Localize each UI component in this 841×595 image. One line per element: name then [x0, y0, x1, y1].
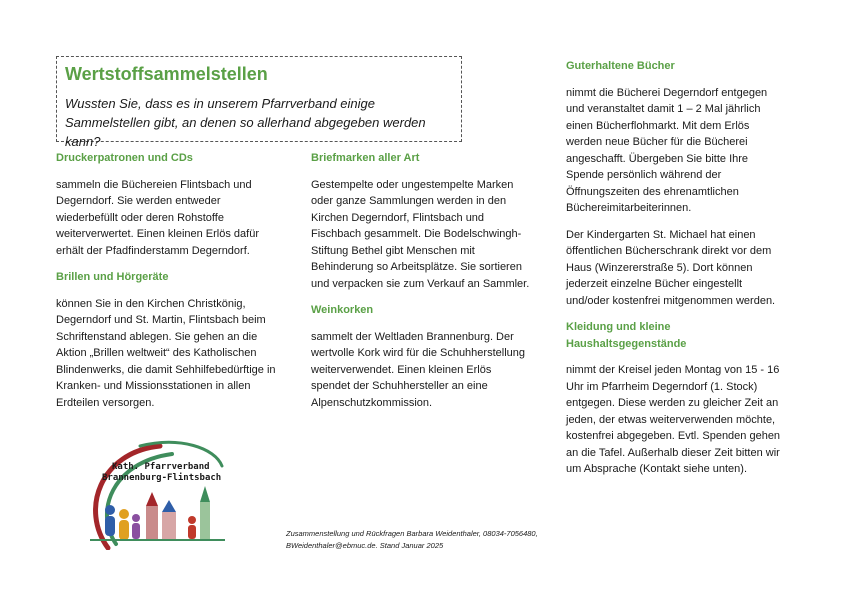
- section-text-buecherschrank: Der Kindergarten St. Michael hat einen öffentlichen Bücherschrank direkt vor dem Haus (Winzererstraße 5). Dort können jederzeit einzelne Bücher eingestellt und/oder kostenfrei mitgenommen werden.: [566, 228, 776, 307]
- section-text-buecher: nimmt die Bücherei Degerndorf entgegen und veranstaltet damit 1 – 2 Mal jährlich einen Bücherflohmarkt. Mit dem Erlös werden neue Bücher für die Bücherei angeschafft. Übergeben Sie bitte Ihre Spende persönlich während der Öffnungszeiten des ehrenamtlichen Büchereimitarbeiterinnen.: [566, 86, 768, 214]
- column-middle: [311, 150, 533, 421]
- section-text-kleidung: nimmt der Kreisel jeden Montag von 15 - 16 Uhr im Pfarrheim Degerndorf (1. Stock) entgegen. Diese werden zu gleicher Zeit an jeden, der etwas weiterverwenden möchte, kostenfrei abgegeben. Evtl. Spenden gehen an die Tafel. Außerhalb dieser Zeit bitten wir um Absprache (Kontakt siehe unten).: [566, 364, 781, 475]
- pfarrverband-logo: [80, 440, 230, 550]
- section-text-brillen: können Sie in den Kirchen Christkönig, Degerndorf und St. Martin, Flintsbach beim Schriftenstand ablegen. Sie gehen an die Aktion „Brillen weltweit“ des Katholischen Blindenwerks, die damit Sehhilfebedürftige in Kranken- und Missionsstationen in allen Erdteilen versorgen.: [56, 297, 276, 409]
- section-heading-druckerpatronen: Druckerpatronen und CDs: [56, 152, 193, 164]
- section-text-druckerpatronen: sammeln die Büchereien Flintsbach und Degerndorf. Sie werden entweder wiederbefüllt oder deren Rohstoffe weiterverwertet. Einen kleinen Erlös dafür erhält der Pfadfinderstamm Degerndorf.: [56, 178, 259, 257]
- column-right: [566, 58, 788, 488]
- section-heading-weinkorken: Weinkorken: [311, 304, 374, 316]
- logo-line1: Kath. Pfarrverband: [112, 462, 210, 472]
- intro-box: [56, 56, 462, 149]
- footer-line1: Zusammenstellung und Rückfragen Barbara Weidenthaler, 08034-7056480,: [286, 529, 538, 538]
- footer: [286, 528, 586, 552]
- column-left: [56, 150, 278, 421]
- logo-graphic: [80, 440, 230, 550]
- section-heading-briefmarken: Briefmarken aller Art: [311, 152, 420, 164]
- section-heading-kleidung: Kleidung und kleine Haushaltsgegenstände: [566, 321, 687, 350]
- intro-text: Wussten Sie, dass es in unserem Pfarrverband einige Sammelstellen gibt, an denen so allerhand abgegeben werden kann?: [65, 96, 426, 149]
- footer-line2: BWeidenthaler@ebmuc.de. Stand Januar 2025: [286, 541, 444, 550]
- section-heading-brillen: Brillen und Hörgeräte: [56, 271, 169, 283]
- section-heading-buecher: Guterhaltene Bücher: [566, 60, 675, 72]
- page-title: Wertstoffsammelstellen: [65, 64, 268, 84]
- section-text-briefmarken: Gestempelte oder ungestempelte Marken oder ganze Sammlungen werden in den Kirchen Degerndorf, Flintsbach und Fischbach gesammelt. Die Bodelschwingh-Stiftung Bethel gibt Menschen mit Behinderung so Arbeitsplätze. Sie sortieren und verpacken sie zum Verkauf an Sammler.: [311, 178, 530, 290]
- section-text-weinkorken: sammelt der Weltladen Brannenburg. Der wertvolle Kork wird für die Schuhherstellung weiterverwendet. Einen kleinen Erlös spendet der Schuhhersteller an eine Alpenschutzkommission.: [311, 330, 525, 409]
- logo-line2: Brannenburg-Flintsbach: [102, 473, 222, 483]
